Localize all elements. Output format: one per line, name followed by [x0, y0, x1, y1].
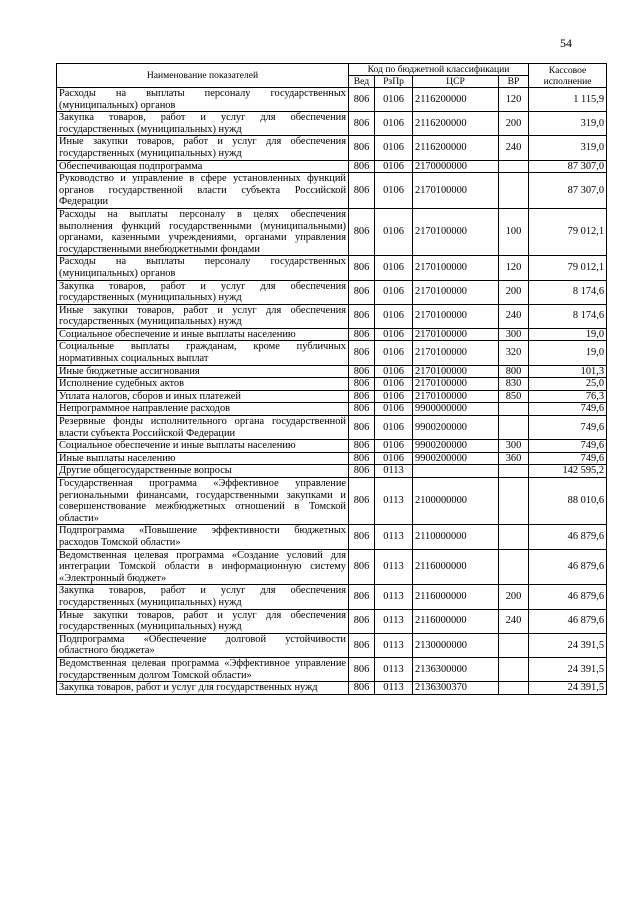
- cell-vr: 300: [499, 328, 529, 341]
- cell-name: Расходы на выплаты персоналу в целях обеспечения выполнения функций государственными (муниципальными) органами, казенными учреждениями, органами управления государственными внебюджетными фондами: [57, 208, 349, 255]
- cell-name: Закупка товаров, работ и услуг для обеспечения государственных (муниципальных) нужд: [57, 112, 349, 136]
- cell-name: Ведомственная целевая программа «Создание условий для интеграции Томской области в информационную систему «Электронный бюджет»: [57, 549, 349, 585]
- header-code-group: Код по бюджетной классификации: [349, 64, 529, 76]
- cell-exec: 749,6: [529, 416, 607, 440]
- cell-vr: [499, 549, 529, 585]
- cell-name: Уплата налогов, сборов и иных платежей: [57, 390, 349, 403]
- table-row: [57, 365, 607, 378]
- cell-exec: 8 174,6: [529, 280, 607, 304]
- cell-csr: 2116000000: [413, 549, 499, 585]
- cell-rzpr: 0106: [375, 378, 413, 391]
- budget-execution-table: [56, 63, 607, 695]
- table-row: [57, 525, 607, 549]
- cell-rzpr: 0106: [375, 112, 413, 136]
- cell-name: Руководство и управление в сфере установленных функций органов государственной власти субъекта Российской Федерации: [57, 173, 349, 209]
- cell-csr: 9900200000: [413, 416, 499, 440]
- cell-vr: [499, 173, 529, 209]
- table-row: [57, 465, 607, 478]
- cell-csr: 2170100000: [413, 173, 499, 209]
- table-row: [57, 208, 607, 255]
- cell-rzpr: 0106: [375, 365, 413, 378]
- cell-vr: [499, 657, 529, 681]
- cell-csr: 2116000000: [413, 585, 499, 609]
- cell-name: Закупка товаров, работ и услуг для обеспечения государственных (муниципальных) нужд: [57, 585, 349, 609]
- cell-vr: 200: [499, 112, 529, 136]
- table-row: [57, 657, 607, 681]
- table-row: [57, 478, 607, 525]
- cell-name: Подпрограмма «Повышение эффективности бюджетных расходов Томской области»: [57, 525, 349, 549]
- cell-exec: 25,0: [529, 378, 607, 391]
- table-row: [57, 112, 607, 136]
- cell-rzpr: 0106: [375, 390, 413, 403]
- cell-rzpr: 0113: [375, 657, 413, 681]
- cell-csr: 2110000000: [413, 525, 499, 549]
- cell-exec: 1 115,9: [529, 88, 607, 112]
- cell-vr: 200: [499, 585, 529, 609]
- cell-ved: 806: [349, 585, 375, 609]
- cell-vr: 360: [499, 452, 529, 465]
- cell-rzpr: 0113: [375, 633, 413, 657]
- cell-rzpr: 0106: [375, 440, 413, 453]
- cell-ved: 806: [349, 328, 375, 341]
- cell-csr: 2116200000: [413, 88, 499, 112]
- table-row: [57, 256, 607, 280]
- table-row: [57, 280, 607, 304]
- cell-rzpr: 0113: [375, 609, 413, 633]
- cell-exec: 19,0: [529, 328, 607, 341]
- cell-name: Иные бюджетные ассигнования: [57, 365, 349, 378]
- cell-name: Социальное обеспечение и иные выплаты населению: [57, 328, 349, 341]
- cell-vr: [499, 682, 529, 695]
- cell-vr: 240: [499, 609, 529, 633]
- cell-csr: [413, 465, 499, 478]
- cell-name: Расходы на выплаты персоналу государственных (муниципальных) органов: [57, 256, 349, 280]
- cell-rzpr: 0106: [375, 173, 413, 209]
- cell-ved: 806: [349, 465, 375, 478]
- cell-name: Подпрограмма «Обеспечение долговой устойчивости областного бюджета»: [57, 633, 349, 657]
- cell-csr: 2170000000: [413, 160, 499, 173]
- table-row: [57, 416, 607, 440]
- cell-name: Социальные выплаты гражданам, кроме публичных нормативных социальных выплат: [57, 341, 349, 365]
- cell-ved: 806: [349, 160, 375, 173]
- cell-exec: 749,6: [529, 440, 607, 453]
- cell-name: Расходы на выплаты персоналу государственных (муниципальных) органов: [57, 88, 349, 112]
- cell-exec: 24 391,5: [529, 682, 607, 695]
- page-number: 54: [560, 36, 572, 50]
- cell-rzpr: 0106: [375, 304, 413, 328]
- cell-rzpr: 0106: [375, 280, 413, 304]
- header-ved: Вед: [349, 76, 375, 88]
- cell-ved: 806: [349, 390, 375, 403]
- cell-rzpr: 0106: [375, 136, 413, 160]
- header-vr: ВР: [499, 76, 529, 88]
- table-row: [57, 609, 607, 633]
- cell-name: Ведомственная целевая программа «Эффективное управление государственным долгом Томской области»: [57, 657, 349, 681]
- cell-csr: 2170100000: [413, 365, 499, 378]
- cell-csr: 2136300370: [413, 682, 499, 695]
- cell-ved: 806: [349, 633, 375, 657]
- cell-rzpr: 0113: [375, 682, 413, 695]
- cell-rzpr: 0106: [375, 88, 413, 112]
- cell-ved: 806: [349, 416, 375, 440]
- cell-exec: 319,0: [529, 112, 607, 136]
- cell-csr: 2170100000: [413, 378, 499, 391]
- cell-vr: 240: [499, 304, 529, 328]
- table-row: [57, 304, 607, 328]
- table-row: [57, 440, 607, 453]
- cell-name: Закупка товаров, работ и услуг для обеспечения государственных (муниципальных) нужд: [57, 280, 349, 304]
- table-row: [57, 136, 607, 160]
- cell-vr: 850: [499, 390, 529, 403]
- cell-vr: [499, 160, 529, 173]
- table-row: [57, 452, 607, 465]
- cell-exec: 101,3: [529, 365, 607, 378]
- cell-rzpr: 0106: [375, 452, 413, 465]
- cell-rzpr: 0113: [375, 525, 413, 549]
- cell-ved: 806: [349, 136, 375, 160]
- cell-exec: 46 879,6: [529, 609, 607, 633]
- table-row: [57, 585, 607, 609]
- cell-rzpr: 0113: [375, 465, 413, 478]
- cell-vr: [499, 525, 529, 549]
- cell-exec: 749,6: [529, 403, 607, 416]
- cell-csr: 2170100000: [413, 280, 499, 304]
- cell-rzpr: 0113: [375, 549, 413, 585]
- cell-name: Иные выплаты населению: [57, 452, 349, 465]
- cell-exec: 76,3: [529, 390, 607, 403]
- table-row: [57, 160, 607, 173]
- table-row: [57, 403, 607, 416]
- cell-csr: 2170100000: [413, 341, 499, 365]
- cell-ved: 806: [349, 452, 375, 465]
- cell-csr: 9900000000: [413, 403, 499, 416]
- cell-ved: 806: [349, 549, 375, 585]
- table-row: [57, 341, 607, 365]
- cell-vr: [499, 403, 529, 416]
- header-exec: Кассовое исполнение: [529, 64, 607, 88]
- cell-rzpr: 0113: [375, 478, 413, 525]
- cell-vr: 100: [499, 208, 529, 255]
- cell-name: Закупка товаров, работ и услуг для государственных нужд: [57, 682, 349, 695]
- cell-ved: 806: [349, 682, 375, 695]
- cell-rzpr: 0106: [375, 208, 413, 255]
- header-csr: ЦСР: [413, 76, 499, 88]
- cell-rzpr: 0106: [375, 160, 413, 173]
- cell-exec: 142 595,2: [529, 465, 607, 478]
- table-row: [57, 390, 607, 403]
- cell-ved: 806: [349, 280, 375, 304]
- cell-csr: 2170100000: [413, 256, 499, 280]
- cell-csr: 2130000000: [413, 633, 499, 657]
- cell-rzpr: 0113: [375, 585, 413, 609]
- cell-ved: 806: [349, 378, 375, 391]
- table-row: [57, 682, 607, 695]
- table-header: [57, 64, 607, 88]
- table-row: [57, 549, 607, 585]
- cell-ved: 806: [349, 403, 375, 416]
- cell-csr: 2116200000: [413, 112, 499, 136]
- cell-ved: 806: [349, 304, 375, 328]
- cell-name: Иные закупки товаров, работ и услуг для обеспечения государственных (муниципальных) нужд: [57, 609, 349, 633]
- cell-exec: 46 879,6: [529, 585, 607, 609]
- cell-name: Государственная программа «Эффективное управление региональными финансами, государственными закупками и совершенствование межбюджетных отношений в Томской области»: [57, 478, 349, 525]
- table-row: [57, 328, 607, 341]
- cell-ved: 806: [349, 112, 375, 136]
- cell-exec: 46 879,6: [529, 549, 607, 585]
- cell-ved: 806: [349, 256, 375, 280]
- cell-csr: 2170100000: [413, 390, 499, 403]
- cell-rzpr: 0106: [375, 328, 413, 341]
- cell-name: Резервные фонды исполнительного органа государственной власти субъекта Российской Федерации: [57, 416, 349, 440]
- cell-vr: [499, 465, 529, 478]
- cell-rzpr: 0106: [375, 341, 413, 365]
- table-row: [57, 378, 607, 391]
- table-row: [57, 173, 607, 209]
- cell-ved: 806: [349, 478, 375, 525]
- cell-vr: 800: [499, 365, 529, 378]
- cell-ved: 806: [349, 657, 375, 681]
- header-name: Наименование показателей: [57, 64, 349, 88]
- cell-ved: 806: [349, 440, 375, 453]
- cell-vr: 120: [499, 88, 529, 112]
- cell-ved: 806: [349, 208, 375, 255]
- cell-exec: 24 391,5: [529, 657, 607, 681]
- cell-exec: 87 307,0: [529, 160, 607, 173]
- cell-exec: 88 010,6: [529, 478, 607, 525]
- cell-exec: 87 307,0: [529, 173, 607, 209]
- cell-exec: 79 012,1: [529, 256, 607, 280]
- cell-csr: 2170100000: [413, 208, 499, 255]
- cell-rzpr: 0106: [375, 256, 413, 280]
- cell-name: Иные закупки товаров, работ и услуг для обеспечения государственных (муниципальных) нужд: [57, 304, 349, 328]
- cell-name: Непрограммное направление расходов: [57, 403, 349, 416]
- cell-ved: 806: [349, 365, 375, 378]
- cell-csr: 2136300000: [413, 657, 499, 681]
- cell-csr: 2116200000: [413, 136, 499, 160]
- cell-csr: 9900200000: [413, 440, 499, 453]
- table-row: [57, 633, 607, 657]
- cell-ved: 806: [349, 525, 375, 549]
- cell-csr: 2170100000: [413, 328, 499, 341]
- cell-vr: 200: [499, 280, 529, 304]
- header-rzpr: РзПр: [375, 76, 413, 88]
- cell-vr: 240: [499, 136, 529, 160]
- cell-ved: 806: [349, 173, 375, 209]
- cell-ved: 806: [349, 609, 375, 633]
- cell-csr: 9900200000: [413, 452, 499, 465]
- cell-exec: 46 879,6: [529, 525, 607, 549]
- cell-vr: 120: [499, 256, 529, 280]
- table-body: [57, 88, 607, 695]
- cell-vr: [499, 416, 529, 440]
- cell-name: Иные закупки товаров, работ и услуг для обеспечения государственных (муниципальных) нужд: [57, 136, 349, 160]
- cell-vr: [499, 478, 529, 525]
- cell-csr: 2170100000: [413, 304, 499, 328]
- cell-exec: 24 391,5: [529, 633, 607, 657]
- cell-name: Другие общегосударственные вопросы: [57, 465, 349, 478]
- cell-vr: 830: [499, 378, 529, 391]
- cell-ved: 806: [349, 341, 375, 365]
- cell-rzpr: 0106: [375, 416, 413, 440]
- cell-ved: 806: [349, 88, 375, 112]
- cell-vr: [499, 633, 529, 657]
- cell-exec: 8 174,6: [529, 304, 607, 328]
- cell-name: Социальное обеспечение и иные выплаты населению: [57, 440, 349, 453]
- cell-vr: 320: [499, 341, 529, 365]
- cell-exec: 19,0: [529, 341, 607, 365]
- cell-rzpr: 0106: [375, 403, 413, 416]
- cell-name: Исполнение судебных актов: [57, 378, 349, 391]
- table-row: [57, 88, 607, 112]
- cell-exec: 79 012,1: [529, 208, 607, 255]
- cell-exec: 319,0: [529, 136, 607, 160]
- cell-csr: 2100000000: [413, 478, 499, 525]
- cell-exec: 749,6: [529, 452, 607, 465]
- cell-csr: 2116000000: [413, 609, 499, 633]
- cell-vr: 300: [499, 440, 529, 453]
- cell-name: Обеспечивающая подпрограмма: [57, 160, 349, 173]
